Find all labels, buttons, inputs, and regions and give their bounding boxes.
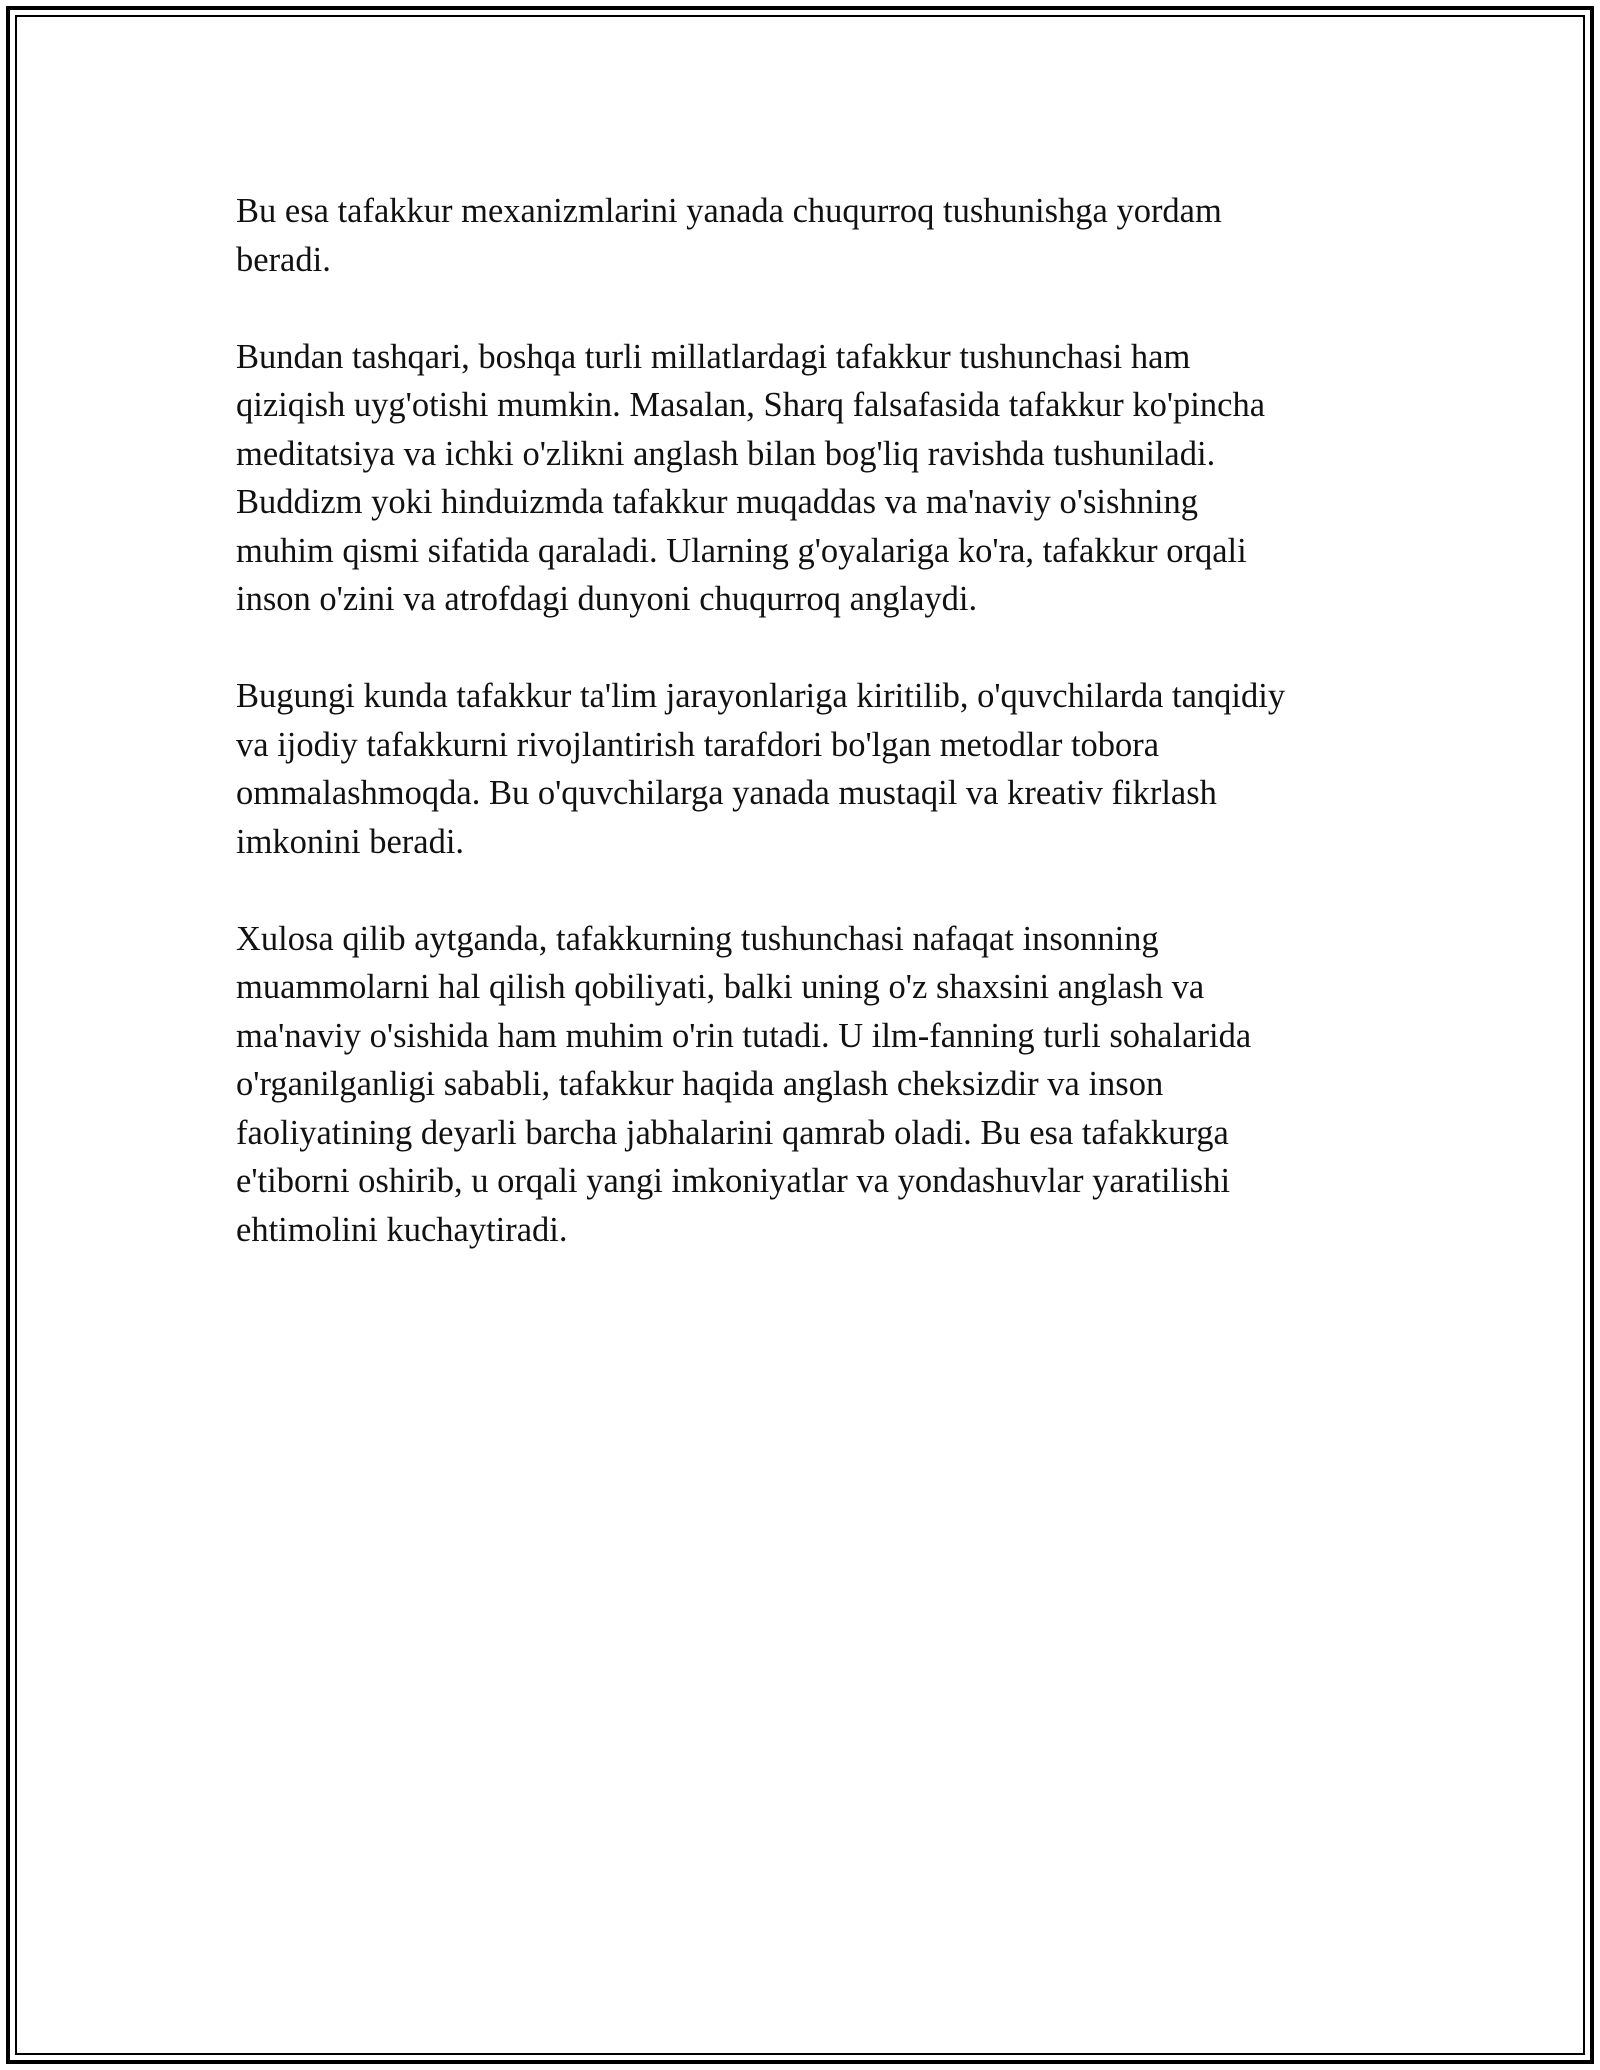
paragraph-3: Bugungi kunda tafakkur ta'lim jarayonlariga kiritilib, o'quvchilarda tanqidiy va ijodiy tafakkurni rivojlantirish tarafdori bo'lgan metodlar tobora ommalashmoqda. Bu o'quvchilarga yanada mustaqil va kreativ fikrlash imkonini beradi.: [236, 677, 1286, 861]
paragraph-2: Bundan tashqari, boshqa turli millatlardagi tafakkur tushunchasi ham qiziqish uyg'otishi mumkin. Masalan, Sharq falsafasida tafakkur ko'pincha meditatsiya va ichki o'zlikni anglash bilan bog'liq ravishda tushuniladi. Buddizm yoki hinduizmda tafakkur muqaddas va ma'naviy o'sishning muhim qismi sifatida qaraladi. Ularning g'oyalariga ko'ra, tafakkur orqali inson o'zini va atrofdagi dunyoni chuqurroq anglaydi.: [236, 337, 1266, 618]
paragraph-4: Xulosa qilib aytganda, tafakkurning tushunchasi nafaqat insonning muammolarni hal qilish qobiliyati, balki uning o'z shaxsini anglash va ma'naviy o'sishida ham muhim o'rin tutadi. U ilm-fanning turli sohalarida o'rganilganligi sababli, tafakkur haqida anglash cheksizdir va inson faoliyatining deyarli barcha jabhalarini qamrab oladi. Bu esa tafakkurga e'tiborni oshirib, u orqali yangi imkoniyatlar va yondashuvlar yaratilishi ehtimolini kuchaytiradi.: [236, 919, 1252, 1249]
paragraph-1: Bu esa tafakkur mexanizmlarini yanada chuqurroq tushunishga yordam beradi.: [236, 192, 1222, 279]
document-body: [236, 187, 1366, 1303]
